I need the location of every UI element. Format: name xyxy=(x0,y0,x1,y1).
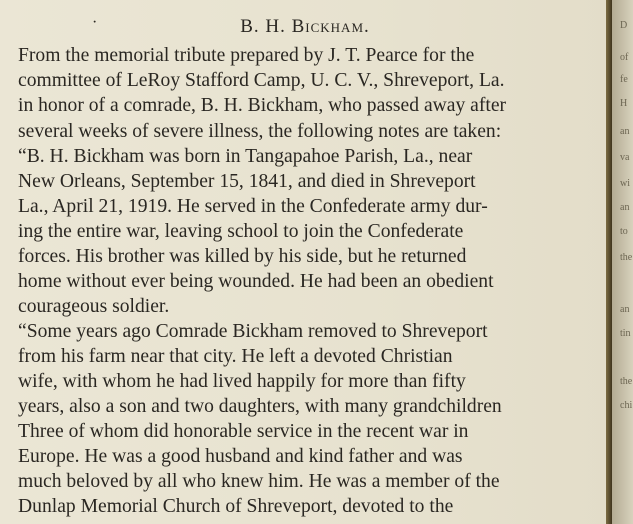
adjacent-fragment: the xyxy=(620,376,633,387)
text-line: much beloved by all who knew him. He was a member of the xyxy=(18,471,500,492)
text-line: Three of whom did honorable service in the recent war in xyxy=(18,421,469,442)
text-line: New Orleans, September 15, 1841, and died in Shreveport xyxy=(18,171,476,192)
text-line: committee of LeRoy Stafford Camp, U. C. V., Shreveport, La. xyxy=(18,70,505,91)
article-heading xyxy=(0,16,610,38)
text-line: courageous soldier. xyxy=(18,296,170,317)
adjacent-fragment: H xyxy=(620,98,628,109)
adjacent-fragment: of xyxy=(620,52,629,63)
article-title: B. H. Bickham. xyxy=(240,16,370,37)
text-line: Europe. He was a good husband and kind father and was xyxy=(18,446,463,467)
text-line: “B. H. Bickham was born in Tangapahoe Parish, La., near xyxy=(18,146,473,167)
text-line: years, also a son and two daughters, with many grandchildren xyxy=(18,396,502,417)
text-line: wife, with whom he had lived happily for more than fifty xyxy=(18,371,466,392)
adjacent-fragment: tin xyxy=(620,328,631,339)
adjacent-fragment: fe xyxy=(620,74,628,85)
text-line: From the memorial tribute prepared by J. T. Pearce for the xyxy=(18,45,475,66)
heading-bullet: · xyxy=(92,14,99,31)
text-line: from his farm near that city. He left a devoted Christian xyxy=(18,346,453,367)
text-line: La., April 21, 1919. He served in the Confederate army dur- xyxy=(18,196,488,217)
text-line: in honor of a comrade, B. H. Bickham, who passed away after xyxy=(18,95,507,116)
adjacent-fragment: chi xyxy=(620,400,633,411)
adjacent-fragment: va xyxy=(620,152,630,163)
text-line: Dunlap Memorial Church of Shreveport, devoted to the xyxy=(18,496,454,517)
text-line: ing the entire war, leaving school to join the Confederate xyxy=(18,221,464,242)
adjacent-fragment: an xyxy=(620,126,630,137)
adjacent-fragment: an xyxy=(620,304,630,315)
adjacent-fragment: wi xyxy=(620,178,630,189)
adjacent-fragment: to xyxy=(620,226,628,237)
text-line: home without ever being wounded. He had been an obedient xyxy=(18,271,494,292)
adjacent-fragment: the xyxy=(620,252,633,263)
text-line: “Some years ago Comrade Bickham removed to Shreveport xyxy=(18,321,488,342)
text-line: several weeks of severe illness, the following notes are taken: xyxy=(18,121,502,142)
adjacent-fragment: an xyxy=(620,202,630,213)
text-line: forces. His brother was killed by his side, but he returned xyxy=(18,246,467,267)
adjacent-page-edge xyxy=(612,0,633,524)
adjacent-fragment: D xyxy=(620,20,628,31)
